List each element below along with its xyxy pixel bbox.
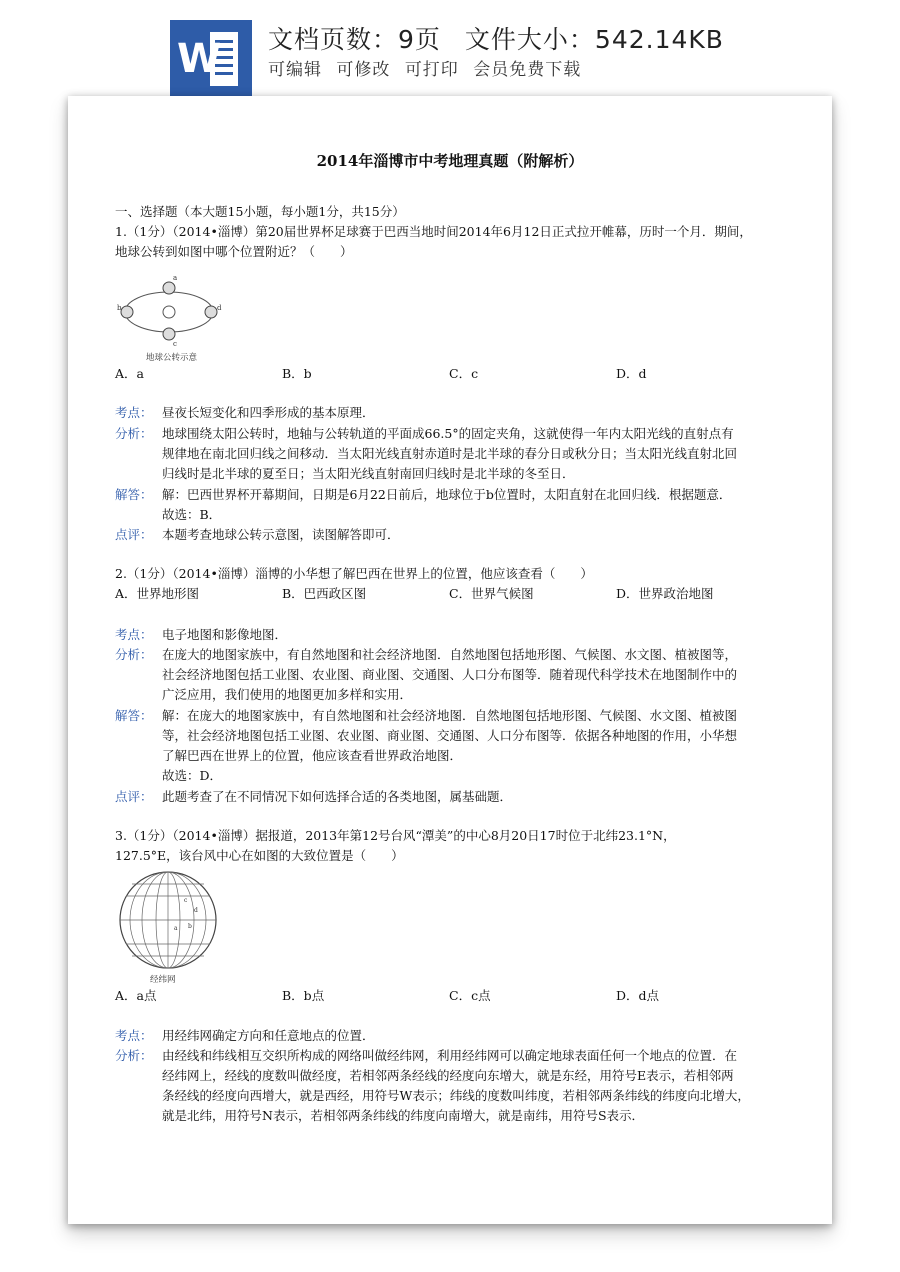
q2-kaodian-label: 考点： bbox=[115, 627, 153, 642]
graticule-figure bbox=[116, 868, 226, 986]
q1-fenxi-line3: 归线时是北半球的夏至日；当太阳光线直射南回归线时是北半球的冬至日． bbox=[162, 466, 575, 481]
q1-option-b: B．b bbox=[282, 366, 312, 381]
q2-fenxi-line3: 广泛应用，我们使用的地图更加多样和实用． bbox=[162, 687, 413, 702]
q3-option-c: C．c点 bbox=[449, 988, 491, 1003]
q2-option-a: A．世界地形图 bbox=[115, 586, 200, 601]
q2-fenxi-line2: 社会经济地图包括工业图、农业图、商业图、交通图、人口分布图等．随着现代科学技术在地图制作中的 bbox=[162, 667, 738, 682]
svg-text:d: d bbox=[217, 304, 222, 312]
svg-text:d: d bbox=[194, 907, 198, 914]
feature-member-download[interactable]: 会员免费下载 bbox=[473, 60, 582, 80]
svg-text:b: b bbox=[188, 923, 192, 930]
q1-kaodian: 昼夜长短变化和四季形成的基本原理． bbox=[162, 405, 375, 420]
q2-kaodian: 电子地图和影像地图． bbox=[162, 627, 288, 642]
q2-jieda-line2: 等，社会经济地图包括工业图、农业图、商业图、交通图、人口分布图等．依据各种地图的作用，小华想 bbox=[162, 728, 738, 743]
q3-kaodian: 用经纬网确定方向和任意地点的位置． bbox=[162, 1028, 375, 1043]
q2-option-b: B．巴西政区图 bbox=[282, 586, 367, 601]
svg-text:c: c bbox=[184, 897, 188, 904]
q3-fenxi-line3: 条经线的经度向西增大，就是西经，用符号W表示；纬线的度数叫纬度，若相邻两条纬线的纬度向北增大， bbox=[162, 1088, 750, 1103]
q3-figure-caption: 经纬网 bbox=[150, 975, 176, 985]
q1-kaodian-label: 考点： bbox=[115, 405, 153, 420]
svg-text:a: a bbox=[173, 274, 178, 282]
q3-kaodian-label: 考点： bbox=[115, 1028, 153, 1043]
q1-jieda-line1: 解：巴西世界杯开幕期间，日期是6月22日前后，地球位于b位置时，太阳直射在北回归线．根据题意． bbox=[162, 487, 732, 502]
feature-editable: 可编辑 bbox=[268, 60, 322, 80]
section-heading: 一、选择题（本大题15小题，每小题1分，共15分） bbox=[115, 204, 405, 219]
q2-jieda-line1: 解：在庞大的地图家族中，有自然地图和社会经济地图．自然地图包括地形图、气候图、水文图、植被图 bbox=[162, 708, 738, 723]
q2-jieda-line4: 故选：D． bbox=[162, 768, 223, 783]
q3-stem-line1: 3.（1分）（2014•淄博）据报道，2013年第12号台风“潭美”的中心8月20日17时位于北纬23.1°N， bbox=[115, 828, 676, 843]
file-size-label: 文件大小：542.14KB bbox=[464, 25, 724, 54]
q1-fenxi-line2: 规律地在南北回归线之间移动．当太阳光线直射赤道时是北半球的春分日或秋分日；当太阳光线直射北回 bbox=[162, 446, 738, 461]
document-page bbox=[68, 96, 832, 1224]
page-count-label: 文档页数：9页 bbox=[268, 25, 441, 54]
q1-fenxi-line1: 地球围绕太阳公转时，地轴与公转轨道的平面成66.5°的固定夹角，这就使得一年内太阳光线的直射点有 bbox=[162, 426, 734, 441]
earth-orbit-figure bbox=[113, 268, 223, 364]
q2-dianping-label: 点评： bbox=[115, 789, 153, 804]
q1-option-c: C．c bbox=[449, 366, 479, 381]
q1-option-a: A．a bbox=[115, 366, 144, 381]
document-title: 2014年淄博市中考地理真题（附解析） bbox=[316, 152, 584, 170]
q2-fenxi-line1: 在庞大的地图家族中，有自然地图和社会经济地图．自然地图包括地形图、气候图、水文图、植被图等， bbox=[162, 647, 738, 662]
q1-fenxi-label: 分析： bbox=[115, 426, 153, 441]
download-banner bbox=[0, 0, 900, 100]
feature-printable: 可打印 bbox=[404, 60, 459, 80]
q1-figure-caption: 地球公转示意 bbox=[146, 353, 198, 363]
q2-option-c: C．世界气候图 bbox=[449, 586, 534, 601]
q3-option-a: A．a点 bbox=[115, 988, 157, 1003]
q1-jieda-label: 解答： bbox=[115, 487, 153, 502]
q1-jieda-line2: 故选：B． bbox=[162, 507, 222, 522]
q3-stem-line2: 127.5°E，该台风中心在如图的大致位置是（ ） bbox=[115, 848, 404, 863]
q1-dianping: 本题考查地球公转示意图，读图解答即可． bbox=[162, 527, 400, 542]
q2-fenxi-label: 分析： bbox=[115, 647, 153, 662]
q3-option-b: B．b点 bbox=[282, 988, 325, 1003]
q3-option-d: D．d点 bbox=[616, 988, 660, 1003]
q3-fenxi-line2: 经纬网上，经线的度数叫做经度，若相邻两条经线的经度向东增大，就是东经，用符号E表示，若相邻两 bbox=[162, 1068, 734, 1083]
q2-option-d: D．世界政治地图 bbox=[616, 586, 714, 601]
q1-stem-line1: 1.（1分）（2014•淄博）第20届世界杯足球赛于巴西当地时间2014年6月12日正式拉开帷幕，历时一个月．期间， bbox=[115, 224, 752, 239]
q2-stem: 2.（1分）（2014•淄博）淄博的小华想了解巴西在世界上的位置，他应该查看（ ） bbox=[115, 566, 593, 581]
q2-dianping: 此题考查了在不同情况下如何选择合适的各类地图，属基础题． bbox=[162, 789, 513, 804]
svg-text:b: b bbox=[117, 304, 122, 312]
q1-option-d: D．d bbox=[616, 366, 647, 381]
feature-modifiable: 可修改 bbox=[336, 60, 391, 80]
svg-text:a: a bbox=[174, 925, 178, 932]
svg-text:c: c bbox=[173, 340, 177, 348]
q2-jieda-line3: 了解巴西在世界上的位置，他应该查看世界政治地图． bbox=[162, 748, 463, 763]
word-document-icon: W bbox=[170, 20, 252, 98]
q3-fenxi-label: 分析： bbox=[115, 1048, 153, 1063]
q3-fenxi-line4: 就是北纬，用符号N表示，若相邻两条纬线的纬度向南增大，就是南纬，用符号S表示． bbox=[162, 1108, 645, 1123]
q1-dianping-label: 点评： bbox=[115, 527, 153, 542]
q1-stem-line2: 地球公转到如图中哪个位置附近？（ ） bbox=[115, 244, 353, 259]
q2-jieda-label: 解答： bbox=[115, 708, 153, 723]
q3-fenxi-line1: 由经线和纬线相互交织所构成的网络叫做经纬网，利用经纬网可以确定地球表面任何一个地点的位置．在 bbox=[162, 1048, 738, 1063]
